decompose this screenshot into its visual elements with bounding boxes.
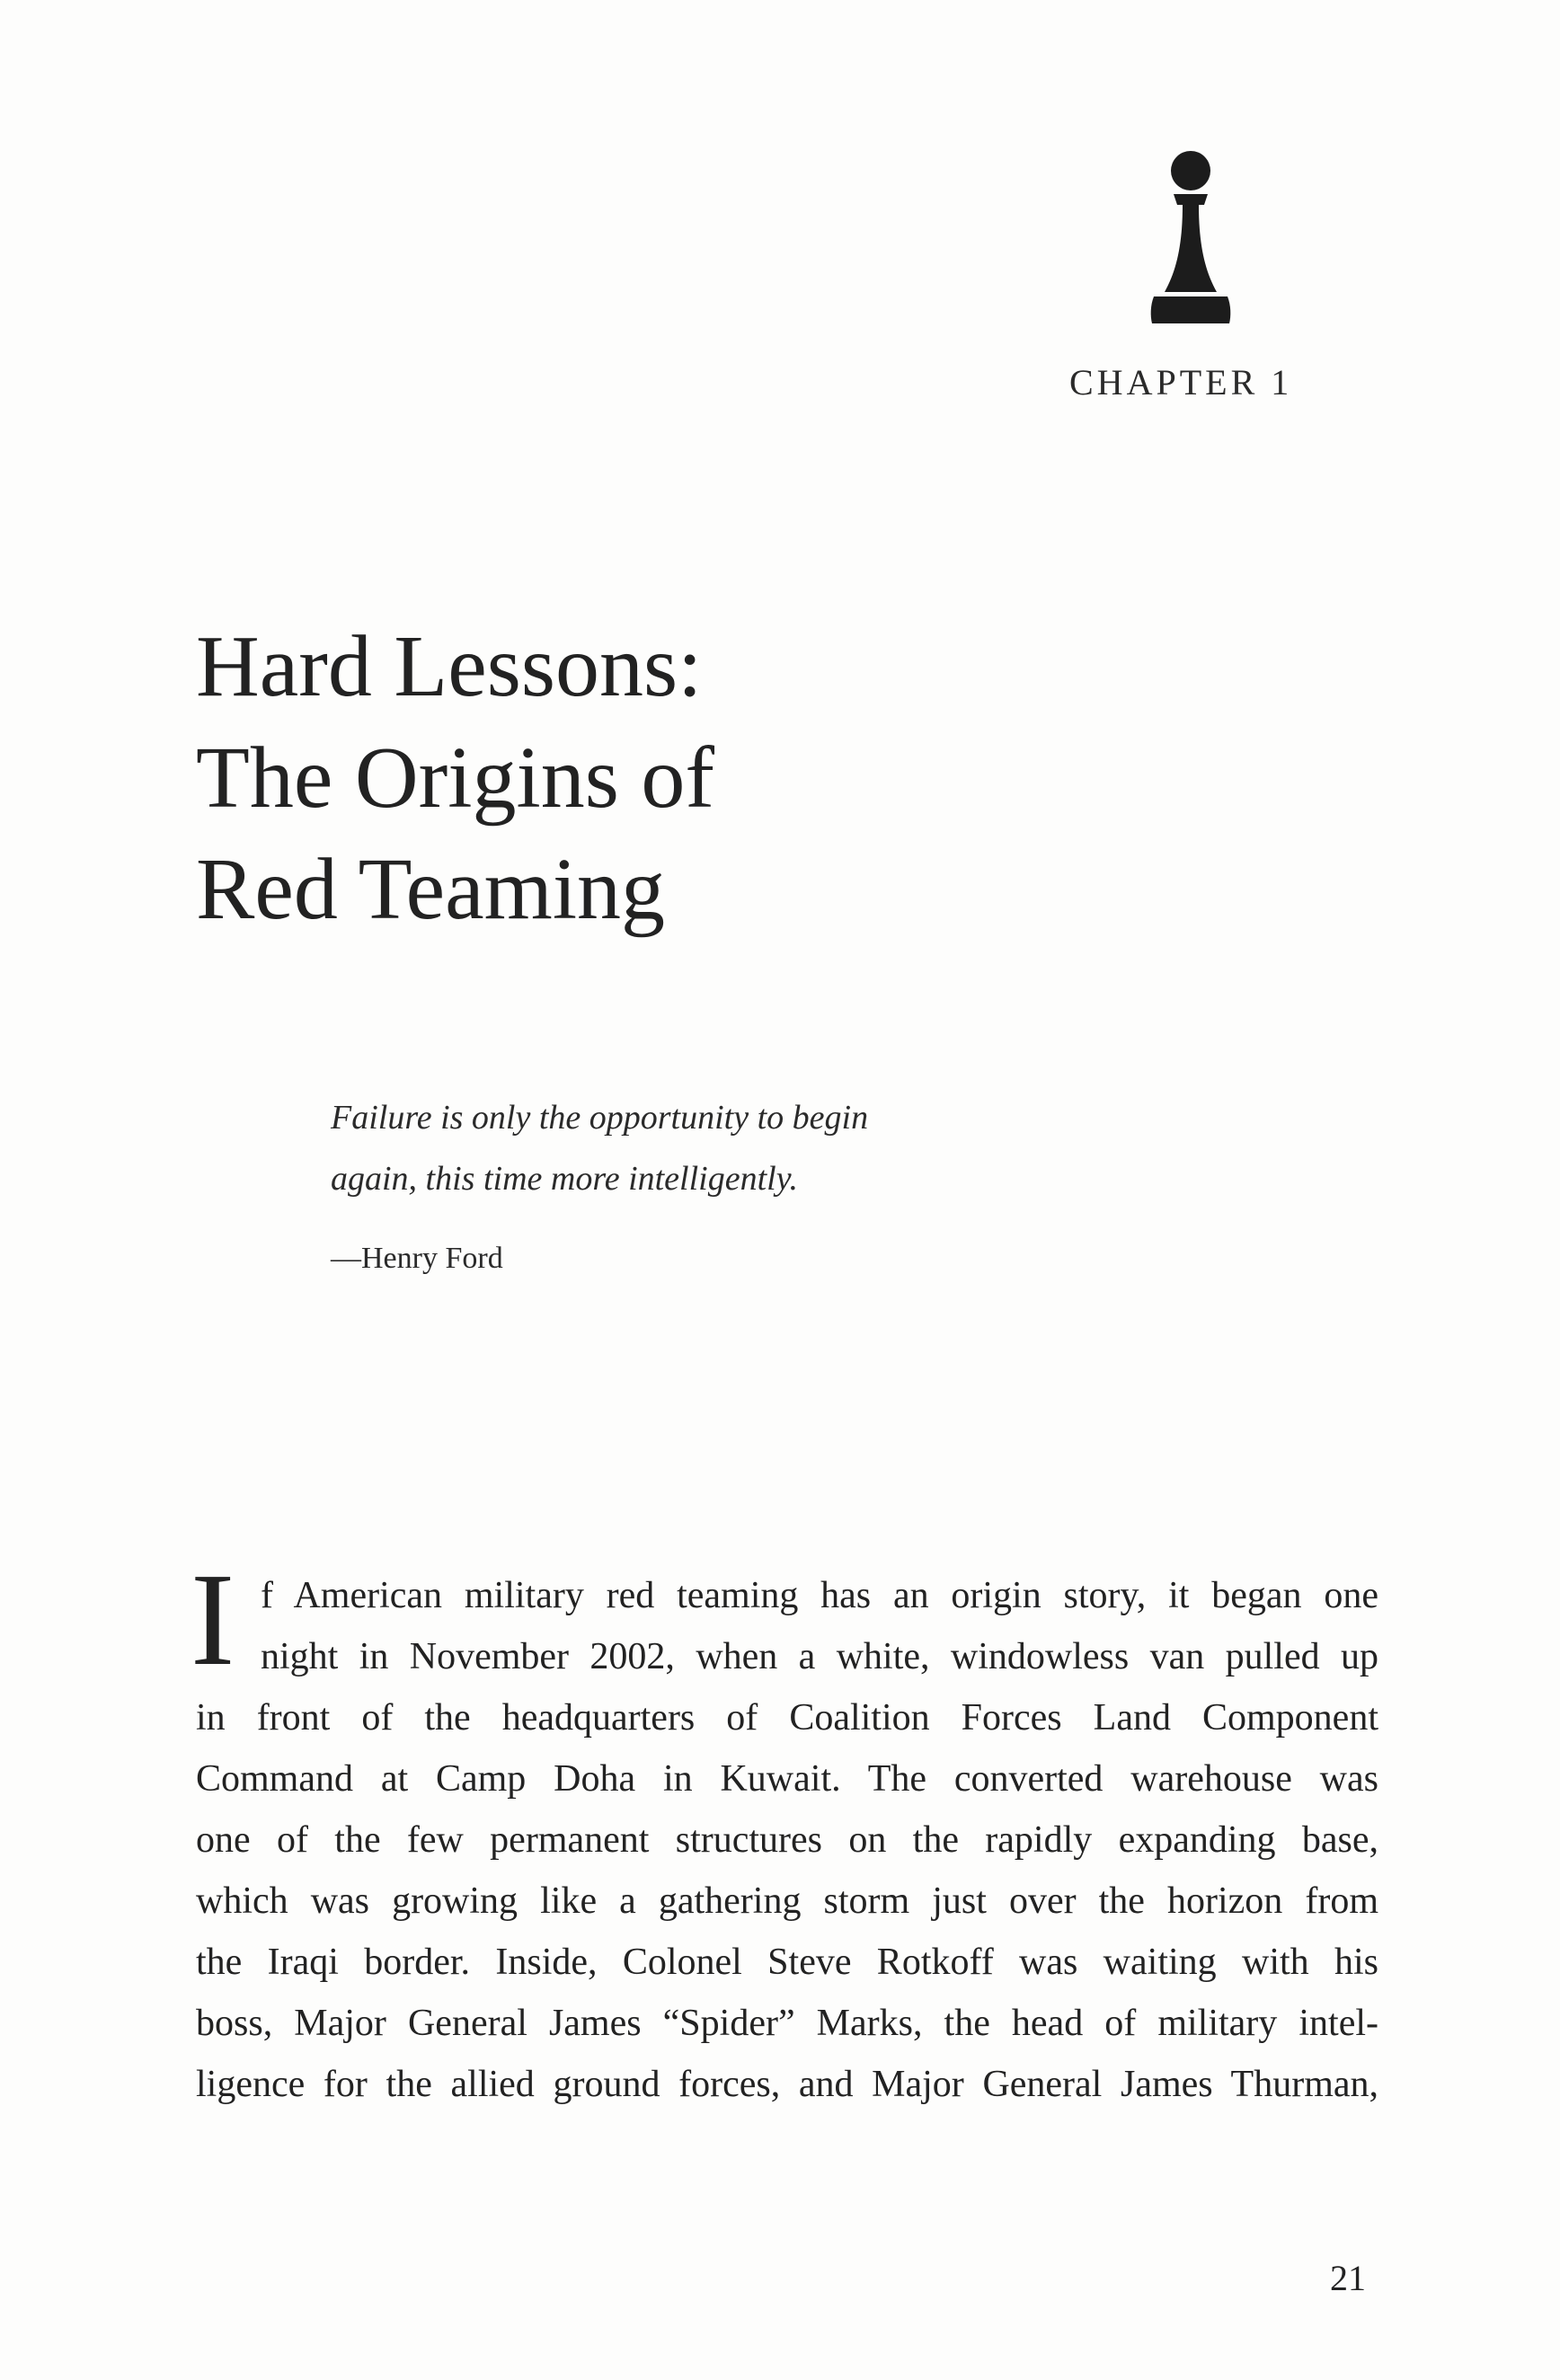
epigraph-attribution: —Henry Ford	[331, 1242, 503, 1275]
body-line: in front of the headquarters of Coalition Forces Land Component	[196, 1697, 1378, 1739]
epigraph-line: Failure is only the opportunity to begin	[331, 1099, 869, 1137]
body-line: ligence for the allied ground forces, and Major General James Thurman,	[196, 2064, 1378, 2105]
page-number: 21	[1330, 2258, 1366, 2298]
body-line: Command at Camp Doha in Kuwait. The converted warehouse was	[196, 1758, 1378, 1800]
body-line: which was growing like a gathering storm just over the horizon from	[196, 1880, 1378, 1922]
epigraph-line: again, this time more intelligently.	[331, 1160, 798, 1198]
body-line: f American military red teaming has an origin story, it began one	[261, 1575, 1378, 1616]
body-line: the Iraqi border. Inside, Colonel Steve Rotkoff was waiting with his	[196, 1942, 1378, 1983]
epigraph-quote	[331, 1087, 978, 1209]
chapter-title-line: The Origins of	[196, 730, 714, 827]
body-line: night in November 2002, when a white, windowless van pulled up	[261, 1636, 1378, 1677]
chapter-label: CHAPTER 1	[1069, 362, 1293, 403]
chess-pawn-icon	[1141, 144, 1240, 332]
chapter-title-line: Hard Lessons:	[196, 618, 703, 715]
body-line: boss, Major General James “Spider” Marks, the head of military intel-	[196, 2003, 1378, 2044]
body-paragraph	[196, 1565, 1378, 2115]
body-line: one of the few permanent structures on the rapidly expanding base,	[196, 1819, 1378, 1861]
chapter-title-line: Red Teaming	[196, 841, 666, 938]
drop-cap: I	[191, 1546, 235, 1694]
chapter-title	[196, 611, 1005, 945]
